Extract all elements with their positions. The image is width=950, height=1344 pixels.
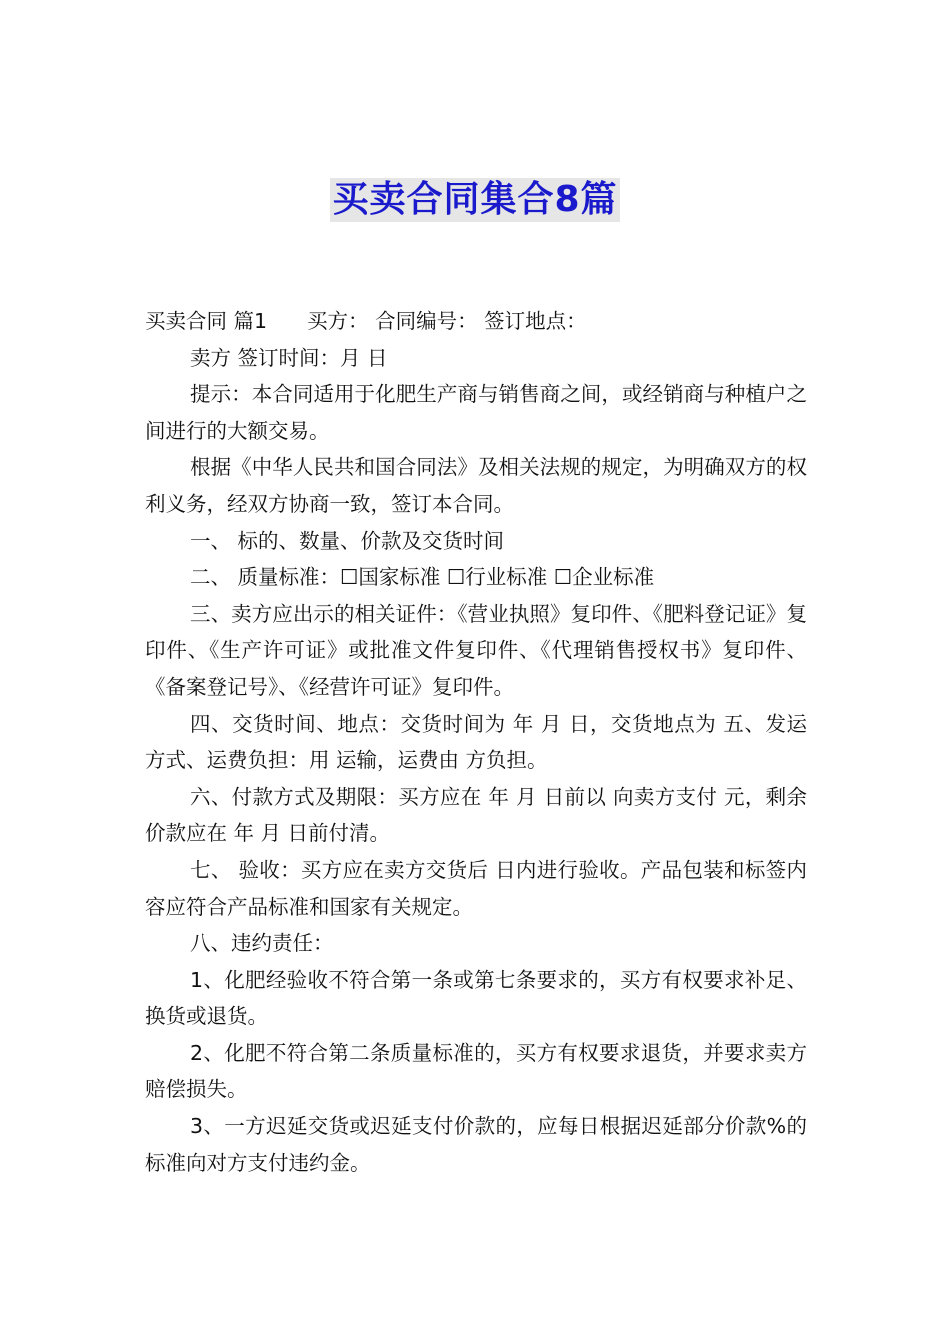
paragraph: 四、交货时间、地点：交货时间为 年 月 日，交货地点为 五、发运方式、运费负担：用 运输，运费由 方负担。 [145,711,807,773]
paragraph: 六、付款方式及期限：买方应在 年 月 日前以 向卖方支付 元，剩余价款应在 年 月 日前付清。 [145,784,807,846]
header-part-1: 买卖合同 篇1 [145,309,268,333]
paragraph: 七、 验收：买方应在卖方交货后 日内进行验收。产品包装和标签内容应符合产品标准和国家有关规定。 [145,857,807,919]
document-title: 买卖合同集合8篇 [332,179,618,220]
paragraph: 1、化肥经验收不符合第一条或第七条要求的，买方有权要求补足、换货或退货。 [145,967,807,1029]
header-part-2: 买方： 合同编号： 签订地点： [307,309,587,333]
paragraph: 2、化肥不符合第二条质量标准的，买方有权要求退货，并要求卖方赔偿损失。 [145,1040,807,1102]
paragraph: 八、违约责任： [190,931,334,956]
paragraph: 卖方 签订时间：月 日 [190,345,388,370]
paragraph: 一、 标的、数量、价款及交货时间 [190,528,505,553]
paragraph: 提示：本合同适用于化肥生产商与销售商之间，或经销商与种植户之间进行的大额交易。 [145,382,807,443]
paragraph: 二、 质量标准：☐国家标准 ☐行业标准 ☐企业标准 [190,565,655,590]
header-line [145,303,807,340]
paragraph: 3、一方迟延交货或迟延支付价款的，应每日根据迟延部分价款%的标准向对方支付违约金。 [145,1114,807,1175]
title-container [0,178,950,222]
document-body [145,303,807,1181]
paragraph: 根据《中华人民共和国合同法》及相关法规的规定，为明确双方的权利义务，经双方协商一致，签订本合同。 [145,455,807,516]
paragraph: 三、卖方应出示的相关证件：《营业执照》复印件、《肥料登记证》复印件、《生产许可证》或批准文件复印件、《代理销售授权书》复印件、《备案登记号》、《经营许可证》复印件。 [145,601,807,699]
